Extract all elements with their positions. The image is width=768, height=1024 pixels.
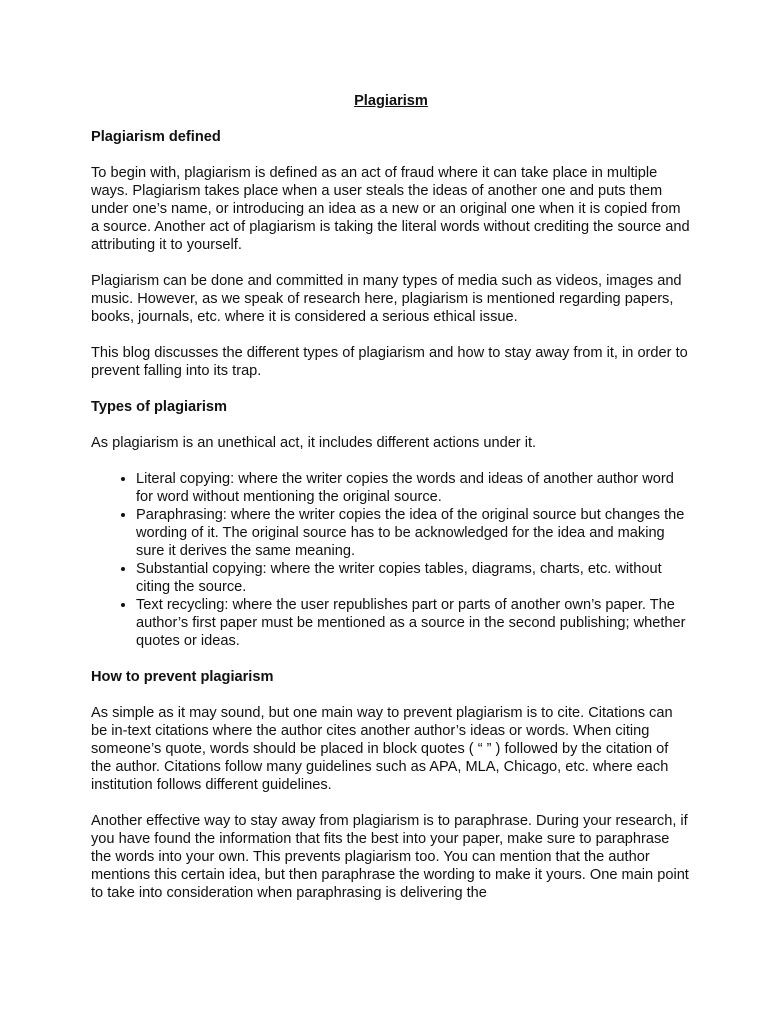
paragraph: As simple as it may sound, but one main way to prevent plagiarism is to cite. Citations can be in-text citations where the author cites another author’s ideas or words. When citing someone’s quote, words should be placed in block quotes ( “ ” ) followed by the citation of the author. Citations follow many guidelines such as APA, MLA, Chicago, etc. where each institution follows different guidelines. [91,705,673,793]
paragraph: As plagiarism is an unethical act, it includes different actions under it. [91,435,537,451]
paragraph: Plagiarism can be done and committed in many types of media such as videos, images and music. However, as we speak of research here, plagiarism is mentioned regarding papers, books, journals, etc. where it is considered a serious ethical issue. [91,273,682,325]
paragraph: This blog discusses the different types of plagiarism and how to stay away from it, in order to prevent falling into its trap. [91,345,688,379]
paragraph: Another effective way to stay away from plagiarism is to paraphrase. During your research, if you have found the information that fits the best into your paper, make sure to paraphrase the words into your own. This prevents plagiarism too. You can mention that the author mentions this certain idea, but then paraphrase the wording to make it yours. One main point to take into consideration when paraphrasing is delivering the [91,813,689,901]
list-item: • Substantial copying: where the writer copies tables, diagrams, charts, etc. without citing the source. [136,560,691,596]
document-title: Plagiarism [354,93,428,109]
bullet-list [91,470,691,650]
section-heading-types-of-plagiarism: Types of plagiarism [91,399,227,415]
list-item: • Literal copying: where the writer copies the words and ideas of another author word for word without mentioning the original source. [136,470,691,506]
paragraph: To begin with, plagiarism is defined as an act of fraud where it can take place in multiple ways. Plagiarism takes place when a user steals the ideas of another one and puts them under one’s name, or introducing an idea as a new or an original one when it is copied from a source. Another act of plagiarism is taking the literal words without crediting the source and attributing it to yourself. [91,165,690,253]
document-page [91,92,691,920]
list-item: • Paraphrasing: where the writer copies the idea of the original source but changes the wording of it. The original source has to be acknowledged for the idea and making sure it derives the same meaning. [136,506,691,560]
list-item: • Text recycling: where the user republishes part or parts of another own’s paper. The author’s first paper must be mentioned as a source in the second publishing; whether quotes or ideas. [136,596,691,650]
section-heading-plagiarism-defined: Plagiarism defined [91,129,221,145]
section-heading-how-to-prevent-plagiarism: How to prevent plagiarism [91,669,274,685]
